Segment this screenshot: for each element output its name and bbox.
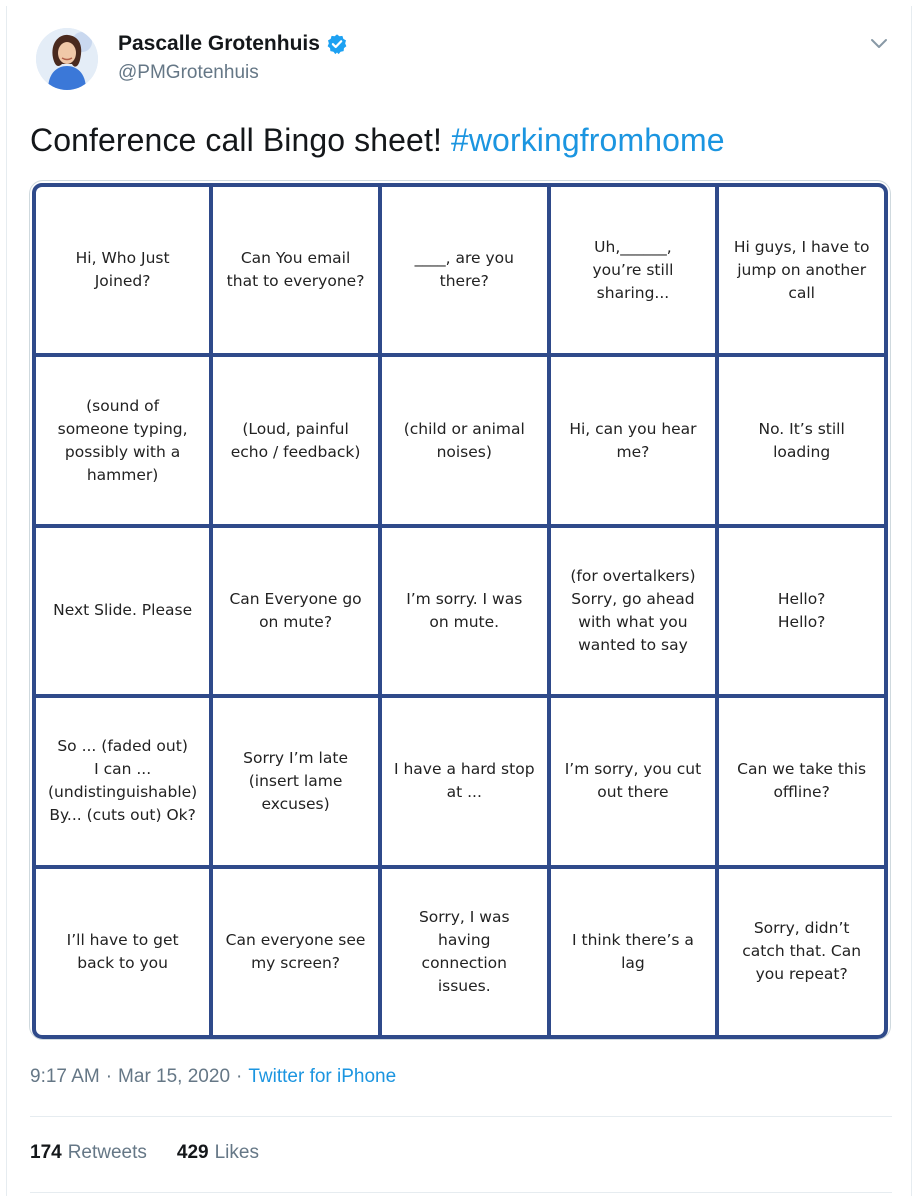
bingo-cell: I think there’s a lag [551,869,716,1035]
hashtag-link[interactable]: #workingfromhome [450,122,725,158]
bingo-cell: I have a hard stop at ... [382,698,547,864]
tweet-body: Conference call Bingo sheet! [30,122,451,158]
bingo-cell: I’m sorry. I was on mute. [382,528,547,694]
bingo-cell: Hi, Who Just Joined? [36,187,209,353]
tweet-date[interactable]: Mar 15, 2020 [118,1066,231,1087]
author-name[interactable]: Pascalle Grotenhuis [118,32,320,55]
meta-separator: · [236,1066,243,1087]
bingo-cell: (Loud, painful echo / feedback) [213,357,378,523]
bingo-cell: (sound of someone typing, possibly with a hammer) [36,357,209,523]
bingo-cell: Next Slide. Please [36,528,209,694]
tweet-text [30,122,725,159]
retweets-stat[interactable] [30,1142,147,1164]
bingo-cell: Can Everyone go on mute? [213,528,378,694]
bingo-cell: Can You email that to everyone? [213,187,378,353]
likes-stat[interactable] [177,1142,259,1164]
tweet-meta [30,1066,396,1088]
bingo-cell: Hi guys, I have to jump on another call [719,187,884,353]
bingo-cell: I’ll have to get back to you [36,869,209,1035]
tweet-source-link[interactable]: Twitter for iPhone [248,1066,397,1087]
tweet-stats [30,1142,259,1164]
divider [30,1116,892,1117]
bingo-cell: Sorry I’m late (insert lame excuses) [213,698,378,864]
likes-count: 429 [176,1142,209,1163]
verified-badge-icon [326,33,348,55]
bingo-cell: Sorry, I was having connection issues. [382,869,547,1035]
author-name-row[interactable] [118,32,348,56]
tweet-time[interactable]: 9:17 AM [30,1066,100,1087]
retweets-label: Retweets [67,1142,147,1163]
bingo-cell: Uh,______, you’re still sharing... [551,187,716,353]
meta-separator: · [105,1066,113,1087]
bingo-cell: Sorry, didn’t catch that. Can you repeat? [719,869,884,1035]
retweets-count: 174 [30,1142,62,1163]
bingo-cell: (for overtalkers) Sorry, go ahead with what you wanted to say [551,528,716,694]
bingo-cell: I’m sorry, you cut out there [551,698,716,864]
bingo-cell: ____, are you there? [382,187,547,353]
bingo-cell: (child or animal noises) [382,357,547,523]
bingo-cell: Hi, can you hear me? [551,357,716,523]
tweet-media-image[interactable] [29,180,891,1040]
chevron-down-icon[interactable] [866,30,892,56]
bingo-cell: Hello? Hello? [719,528,884,694]
bingo-cell: So ... (faded out) I can ... (undistinguishable) By... (cuts out) Ok? [36,698,209,864]
bingo-cell: Can everyone see my screen? [213,869,378,1035]
profile-photo-icon [36,28,98,90]
avatar[interactable] [36,28,98,90]
bingo-cell: Can we take this offline? [719,698,884,864]
bingo-cell: No. It’s still loading [719,357,884,523]
divider [30,1192,892,1193]
likes-label: Likes [214,1142,259,1163]
author-handle[interactable]: @PMGrotenhuis [118,62,259,83]
bingo-grid [32,183,888,1039]
